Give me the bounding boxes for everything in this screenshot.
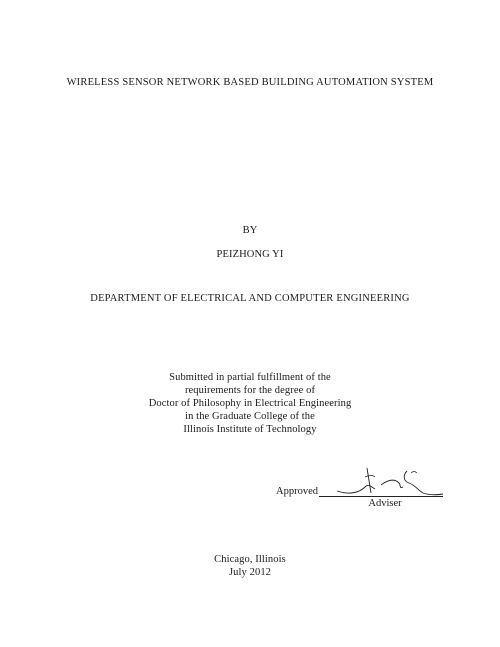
by-label: BY xyxy=(242,225,258,236)
author-name: PEIZHONG YI xyxy=(216,249,284,260)
date: July 2012 xyxy=(228,567,272,578)
submission-line-4: in the Graduate College of the xyxy=(185,411,315,422)
submission-line-1: Submitted in partial fulfillment of the xyxy=(169,372,331,383)
adviser-label: Adviser xyxy=(368,498,402,509)
approved-label: Approved xyxy=(276,486,318,497)
submission-line-5: Illinois Institute of Technology xyxy=(183,424,317,435)
submission-line-3: Doctor of Philosophy in Electrical Engineering xyxy=(148,398,352,409)
department-name: DEPARTMENT OF ELECTRICAL AND COMPUTER ENGINEERING xyxy=(90,293,410,304)
thesis-title: WIRELESS SENSOR NETWORK BASED BUILDING AUTOMATION SYSTEM xyxy=(66,77,434,88)
approval-block xyxy=(275,465,450,515)
location: Chicago, Illinois xyxy=(214,554,286,565)
submission-line-2: requirements for the degree of xyxy=(184,385,316,396)
